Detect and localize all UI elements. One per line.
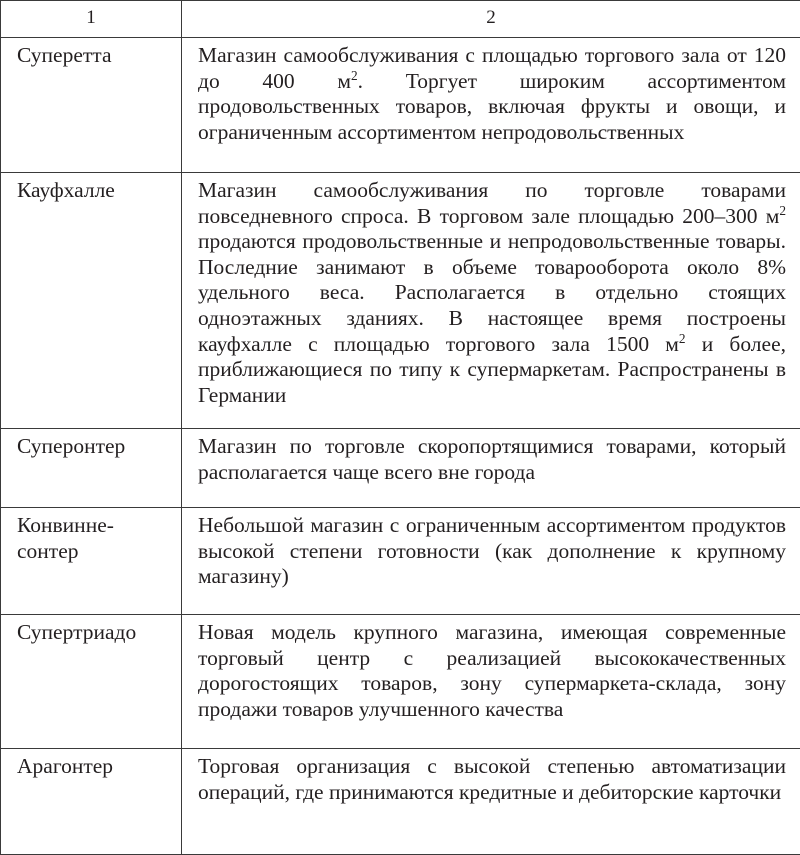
table-row (1, 749, 800, 855)
store-description (182, 38, 800, 173)
description-text: и более, приближающиеся по типу к супермаркетам. Распространены в Германии (198, 332, 786, 407)
store-description (182, 615, 800, 749)
header-col-1: 1 (1, 1, 182, 38)
superscript-2: 2 (351, 67, 358, 82)
store-term: Суперонтер (1, 429, 182, 508)
store-term: Арагонтер (1, 749, 182, 855)
superscript-2: 2 (679, 330, 686, 345)
store-description (182, 749, 800, 855)
table-row (1, 173, 800, 429)
superscript-2: 2 (779, 202, 786, 217)
description-text: Магазин по торговле скоропортящимися товарами, который располагается чаще всего вне города (198, 434, 786, 485)
header-row (1, 1, 800, 38)
description-text: . Торгует широким ассортиментом продовольственных товаров, включая фрукты и овощи, и ограниченным ассортиментом непродовольственных (198, 69, 786, 144)
store-description (182, 429, 800, 508)
header-col-2: 2 (182, 1, 800, 38)
store-term: Кауфхалле (1, 173, 182, 429)
description-text: Небольшой магазин с ограниченным ассортиментом продуктов высокой степени готовности (как дополнение к крупному магазину) (198, 513, 786, 590)
store-term-line-1: Конвинне- (17, 513, 114, 537)
description-text: Новая модель крупного магазина, имеющая современные торговый центр с реализацией высококачественных дорогостоящих товаров, зону супермаркета-склада, зону продажи товаров улучшенного качества (198, 620, 786, 722)
table-row (1, 508, 800, 615)
table-row (1, 38, 800, 173)
table-row (1, 429, 800, 508)
store-description (182, 508, 800, 615)
store-description (182, 173, 800, 429)
store-term: Суперетта (1, 38, 182, 173)
description-text: продаются продовольственные и непродовольственные товары. Последние занимают в объеме товарооборота около 8% удельного веса. Располагается в отдельно стоящих одноэтажных зданиях. В настоящее время построены кауфхалле с площадью торгового зала 1500 м (198, 229, 786, 355)
store-term-line-2: сонтер (17, 539, 79, 563)
store-term (1, 508, 182, 615)
description-text: Магазин самообслуживания по торговле товарами повседневного спроса. В торговом зале площадью 200–300 м (198, 178, 786, 228)
table-row (1, 615, 800, 749)
description-text: Магазин самообслуживания с площадью торгового зала от 120 до 400 м (198, 43, 786, 93)
store-term: Супертриадо (1, 615, 182, 749)
description-text: Торговая организация с высокой степенью автоматизации операций, где принимаются кредитные и дебиторские карточки (198, 754, 786, 805)
